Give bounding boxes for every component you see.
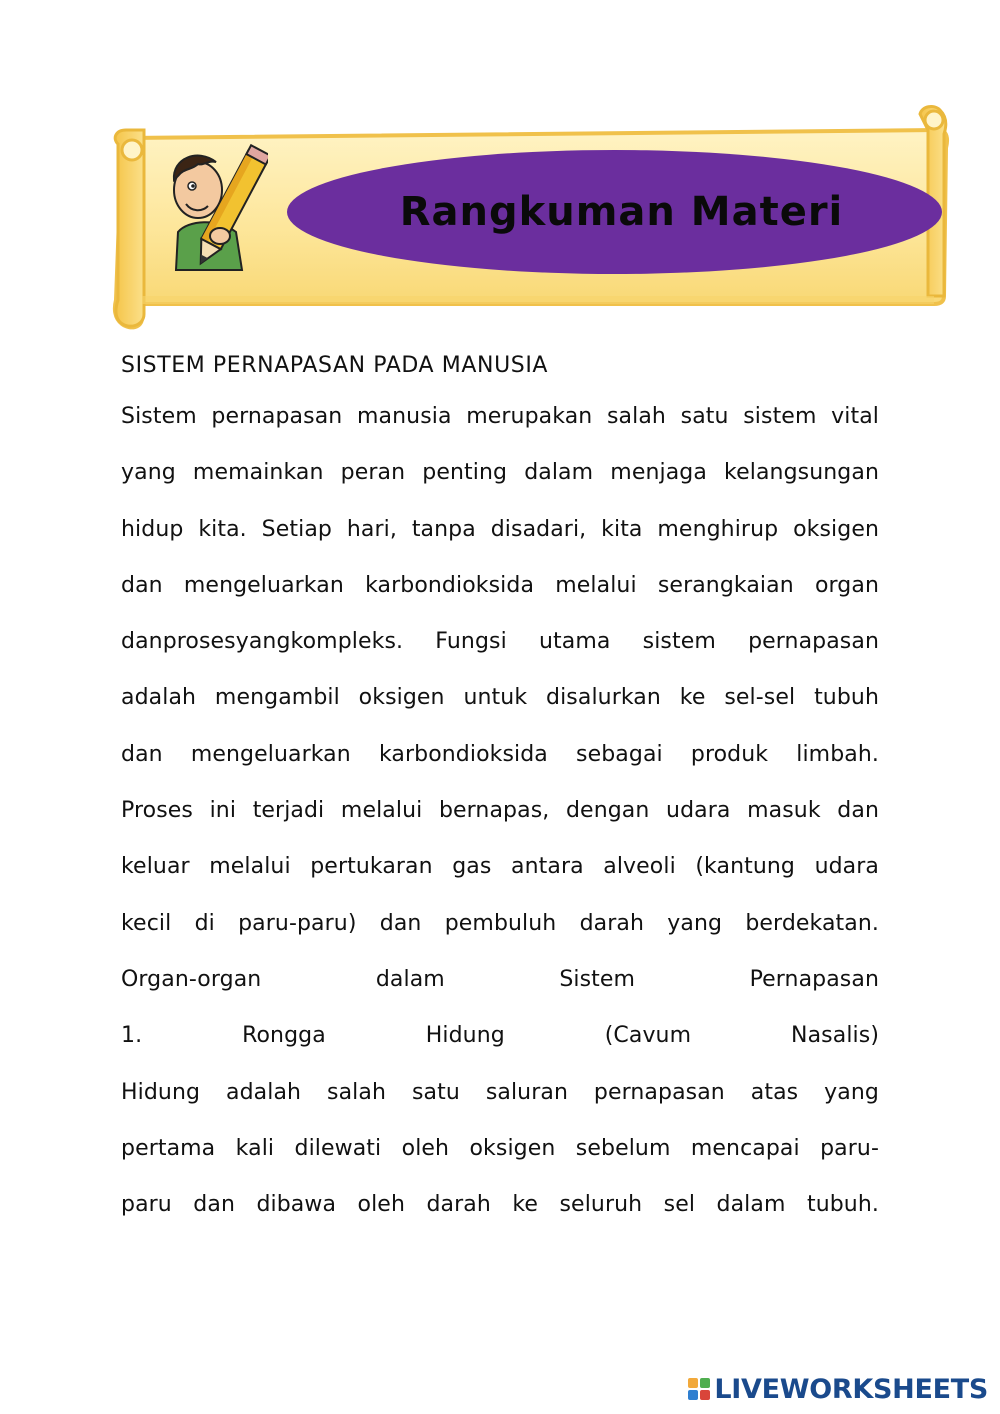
text-line: Sistem pernapasan manusia merupakan salah satu sistem vital (121, 404, 879, 429)
text-line: adalah mengambil oksigen untuk disalurkan ke sel-sel tubuh (121, 685, 879, 711)
text-line: yang memainkan peran penting dalam menjaga kelangsungan (121, 460, 879, 486)
text-line: dan mengeluarkan karbondioksida melalui serangkaian organ (121, 572, 879, 598)
text-line: dan mengeluarkan karbondioksida sebagai produk limbah. (121, 741, 879, 767)
text-line: Proses ini terjadi melalui bernapas, dengan udara masuk dan (121, 798, 879, 824)
text-line: paru dan dibawa oleh darah ke seluruh sel dalam tubuh. (121, 1192, 879, 1218)
text-line: hidup kita. Setiap hari, tanpa disadari, kita menghirup oksigen (121, 516, 879, 542)
text-line: kecil di paru-paru) dan pembuluh darah yang berdekatan. (121, 910, 879, 936)
liveworksheets-logo-icon (688, 1378, 710, 1400)
liveworksheets-logo[interactable] (688, 1372, 988, 1406)
section-heading: SISTEM PERNAPASAN PADA MANUSIA (121, 353, 549, 378)
text-line: pertama kali dilewati oleh oksigen sebelum mencapai paru- (121, 1135, 879, 1161)
logo-text: LIVEWORKSHEETS (714, 1373, 988, 1405)
text-line: keluar melalui pertukaran gas antara alveoli (kantung udara (121, 854, 879, 880)
pencil-boy-icon (158, 140, 268, 280)
subheading-nasal-cavity: 1. Rongga Hidung (Cavum Nasalis) (121, 1023, 879, 1049)
subheading-organs: Organ-organ dalam Sistem Pernapasan (121, 966, 879, 992)
page-title: Rangkuman Materi (399, 189, 844, 235)
text-line: Hidung adalah salah satu saluran pernapasan atas yang (121, 1079, 879, 1105)
text-line: danprosesyangkompleks. Fungsi utama sistem pernapasan (121, 629, 879, 655)
summary-content (121, 343, 879, 1233)
title-oval (287, 150, 942, 274)
